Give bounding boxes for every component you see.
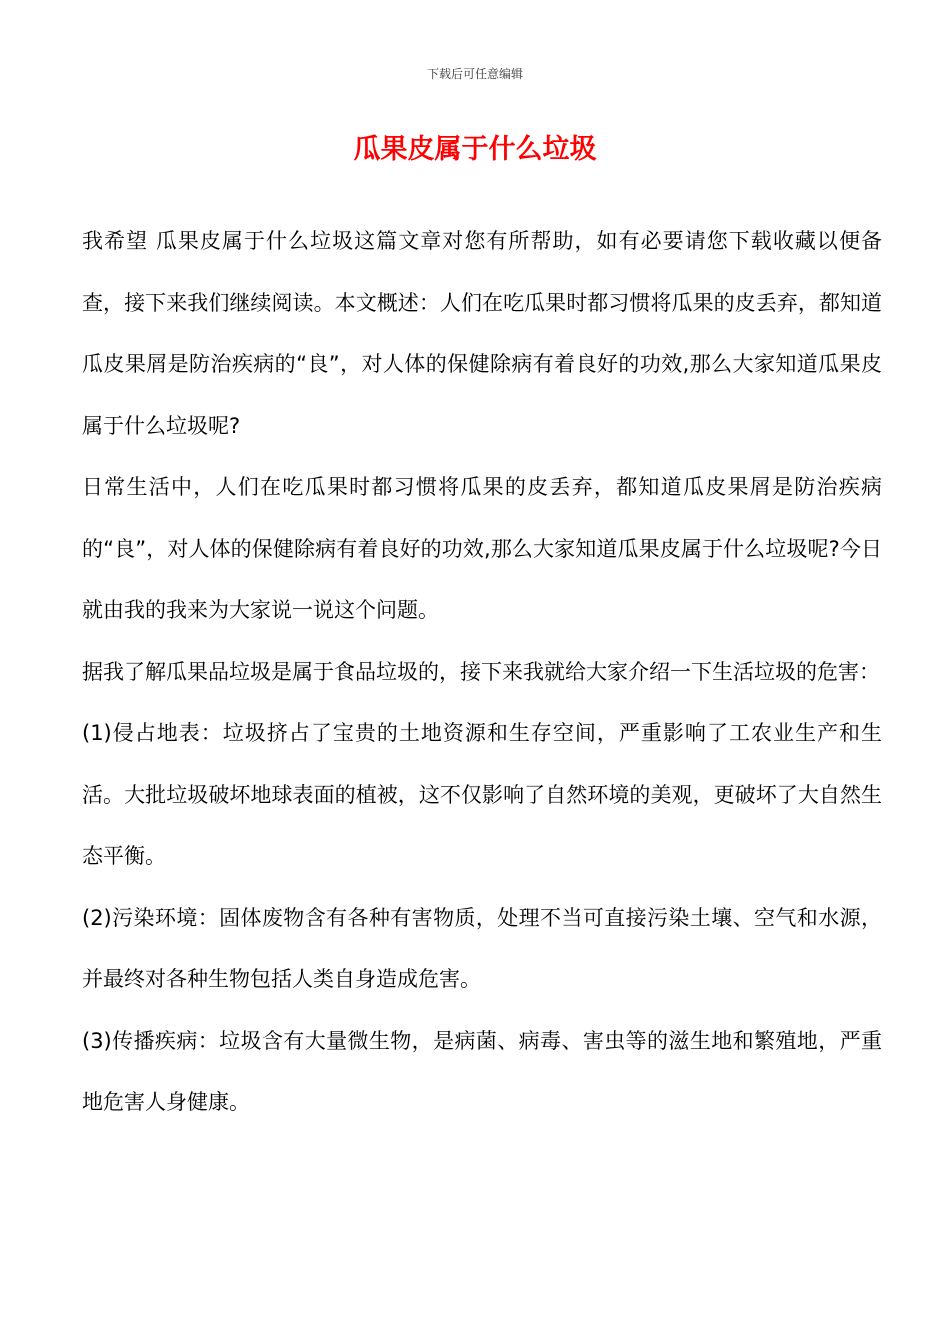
paragraph-food-waste: 据我了解瓜果品垃圾是属于食品垃圾的，接下来我就给大家介绍一下生活垃圾的危害： (82, 659, 880, 684)
header-note: 下载后可任意编辑 (426, 67, 523, 81)
document-body (82, 211, 882, 1134)
paragraph-hazard-3: (3)传播疾病：垃圾含有大量微生物，是病菌、病毒、害虫等的滋生地和繁殖地，严重地危害人身健康。 (82, 1028, 882, 1114)
paragraph-intro: 我希望 瓜果皮属于什么垃圾这篇文章对您有所帮助，如有必要请您下载收藏以便备查，接下来我们继续阅读。本文概述：人们在吃瓜果时都习惯将瓜果的皮丢弃，都知道瓜皮果屑是防治疾病的“良”，对人体的保健除病有着良好的功效,那么大家知道瓜果皮属于什么垃圾呢? (82, 229, 882, 438)
paragraph-hazard-2: (2)污染环境：固体废物含有各种有害物质，处理不当可直接污染土壤、空气和水源，并最终对各种生物包括人类自身造成危害。 (82, 905, 882, 991)
paragraph-daily-life: 日常生活中，人们在吃瓜果时都习惯将瓜果的皮丢弃，都知道瓜皮果屑是防治疾病的“良”，对人体的保健除病有着良好的功效,那么大家知道瓜果皮属于什么垃圾呢?今日就由我的我来为大家说一说这个问题。 (82, 475, 882, 622)
paragraph-hazard-1: (1)侵占地表：垃圾挤占了宝贵的土地资源和生存空间，严重影响了工农业生产和生活。大批垃圾破坏地球表面的植被，这不仅影响了自然环境的美观，更破坏了大自然生态平衡。 (82, 721, 882, 868)
document-title: 瓜果皮属于什么垃圾 (353, 134, 597, 165)
